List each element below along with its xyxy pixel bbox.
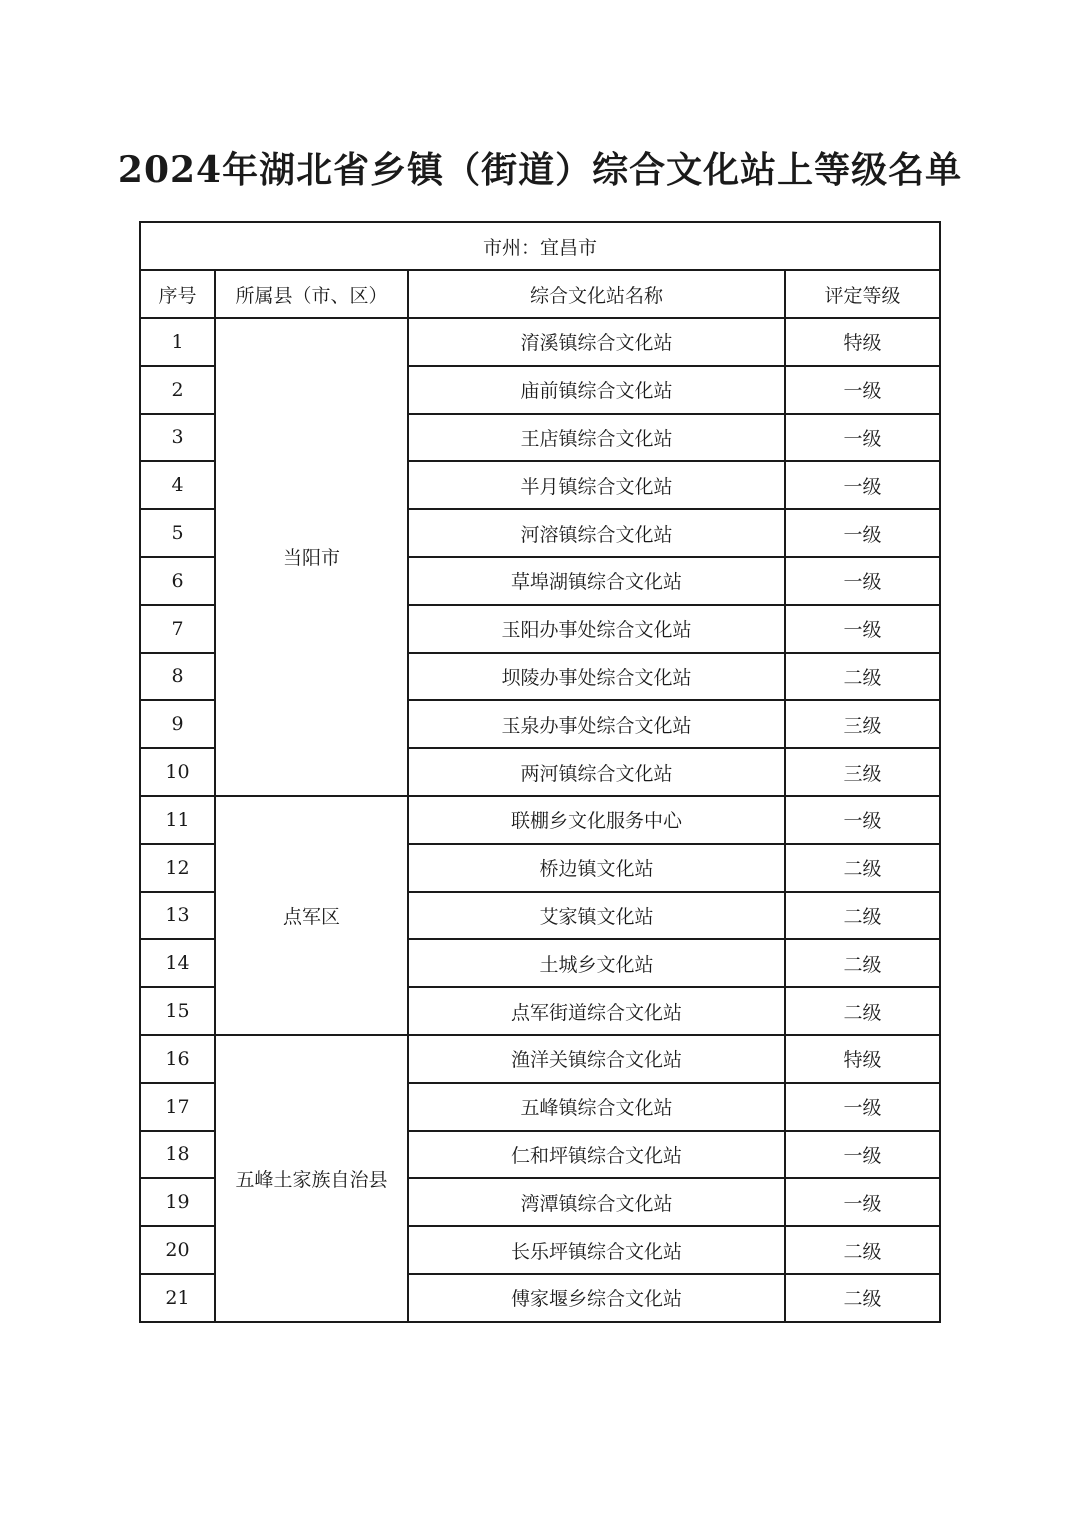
row-number: 21 [140, 1274, 215, 1322]
row-number: 7 [140, 605, 215, 653]
city-row [140, 222, 940, 270]
station-level: 二级 [785, 653, 940, 701]
header-county: 所属县（市、区） [215, 270, 408, 318]
station-name: 艾家镇文化站 [408, 892, 785, 940]
station-level: 一级 [785, 366, 940, 414]
station-level: 一级 [785, 605, 940, 653]
station-level: 一级 [785, 414, 940, 462]
station-name: 联棚乡文化服务中心 [408, 796, 785, 844]
station-name: 河溶镇综合文化站 [408, 509, 785, 557]
row-number: 8 [140, 653, 215, 701]
row-number: 6 [140, 557, 215, 605]
station-name: 两河镇综合文化站 [408, 748, 785, 796]
station-name: 点军街道综合文化站 [408, 987, 785, 1035]
county-cell: 五峰土家族自治县 [215, 1035, 408, 1322]
station-name: 长乐坪镇综合文化站 [408, 1226, 785, 1274]
header-no: 序号 [140, 270, 215, 318]
station-level: 一级 [785, 557, 940, 605]
station-name: 桥边镇文化站 [408, 844, 785, 892]
row-number: 4 [140, 461, 215, 509]
station-level: 三级 [785, 748, 940, 796]
station-name: 玉泉办事处综合文化站 [408, 700, 785, 748]
station-name: 庙前镇综合文化站 [408, 366, 785, 414]
station-name: 渔洋关镇综合文化站 [408, 1035, 785, 1083]
station-name: 坝陵办事处综合文化站 [408, 653, 785, 701]
culture-station-table [139, 221, 941, 1323]
station-name: 湾潭镇综合文化站 [408, 1178, 785, 1226]
station-level: 一级 [785, 461, 940, 509]
station-name: 土城乡文化站 [408, 939, 785, 987]
station-level: 三级 [785, 700, 940, 748]
row-number: 11 [140, 796, 215, 844]
row-number: 13 [140, 892, 215, 940]
station-name: 淯溪镇综合文化站 [408, 318, 785, 366]
station-level: 二级 [785, 939, 940, 987]
county-cell: 点军区 [215, 796, 408, 1035]
county-cell: 当阳市 [215, 318, 408, 796]
station-name: 王店镇综合文化站 [408, 414, 785, 462]
station-level: 二级 [785, 1226, 940, 1274]
table-row [140, 1035, 940, 1083]
table-row [140, 318, 940, 366]
row-number: 10 [140, 748, 215, 796]
station-name: 傅家堰乡综合文化站 [408, 1274, 785, 1322]
station-level: 一级 [785, 1083, 940, 1131]
row-number: 15 [140, 987, 215, 1035]
station-level: 特级 [785, 1035, 940, 1083]
row-number: 2 [140, 366, 215, 414]
row-number: 5 [140, 509, 215, 557]
row-number: 17 [140, 1083, 215, 1131]
document-title: 2024年湖北省乡镇（街道）综合文化站上等级名单 [117, 149, 963, 191]
table-body [140, 222, 940, 1322]
station-level: 二级 [785, 844, 940, 892]
table-row [140, 796, 940, 844]
station-level: 二级 [785, 1274, 940, 1322]
station-level: 一级 [785, 509, 940, 557]
station-level: 一级 [785, 796, 940, 844]
row-number: 18 [140, 1131, 215, 1179]
row-number: 12 [140, 844, 215, 892]
row-number: 14 [140, 939, 215, 987]
station-name: 仁和坪镇综合文化站 [408, 1131, 785, 1179]
row-number: 19 [140, 1178, 215, 1226]
row-number: 16 [140, 1035, 215, 1083]
station-level: 二级 [785, 892, 940, 940]
station-name: 半月镇综合文化站 [408, 461, 785, 509]
row-number: 9 [140, 700, 215, 748]
row-number: 1 [140, 318, 215, 366]
station-name: 玉阳办事处综合文化站 [408, 605, 785, 653]
header-name: 综合文化站名称 [408, 270, 785, 318]
station-level: 一级 [785, 1178, 940, 1226]
station-level: 特级 [785, 318, 940, 366]
header-level: 评定等级 [785, 270, 940, 318]
row-number: 20 [140, 1226, 215, 1274]
station-name: 草埠湖镇综合文化站 [408, 557, 785, 605]
station-level: 二级 [785, 987, 940, 1035]
station-level: 一级 [785, 1131, 940, 1179]
station-name: 五峰镇综合文化站 [408, 1083, 785, 1131]
city-label: 市州：宜昌市 [140, 222, 940, 270]
header-row [140, 270, 940, 318]
row-number: 3 [140, 414, 215, 462]
